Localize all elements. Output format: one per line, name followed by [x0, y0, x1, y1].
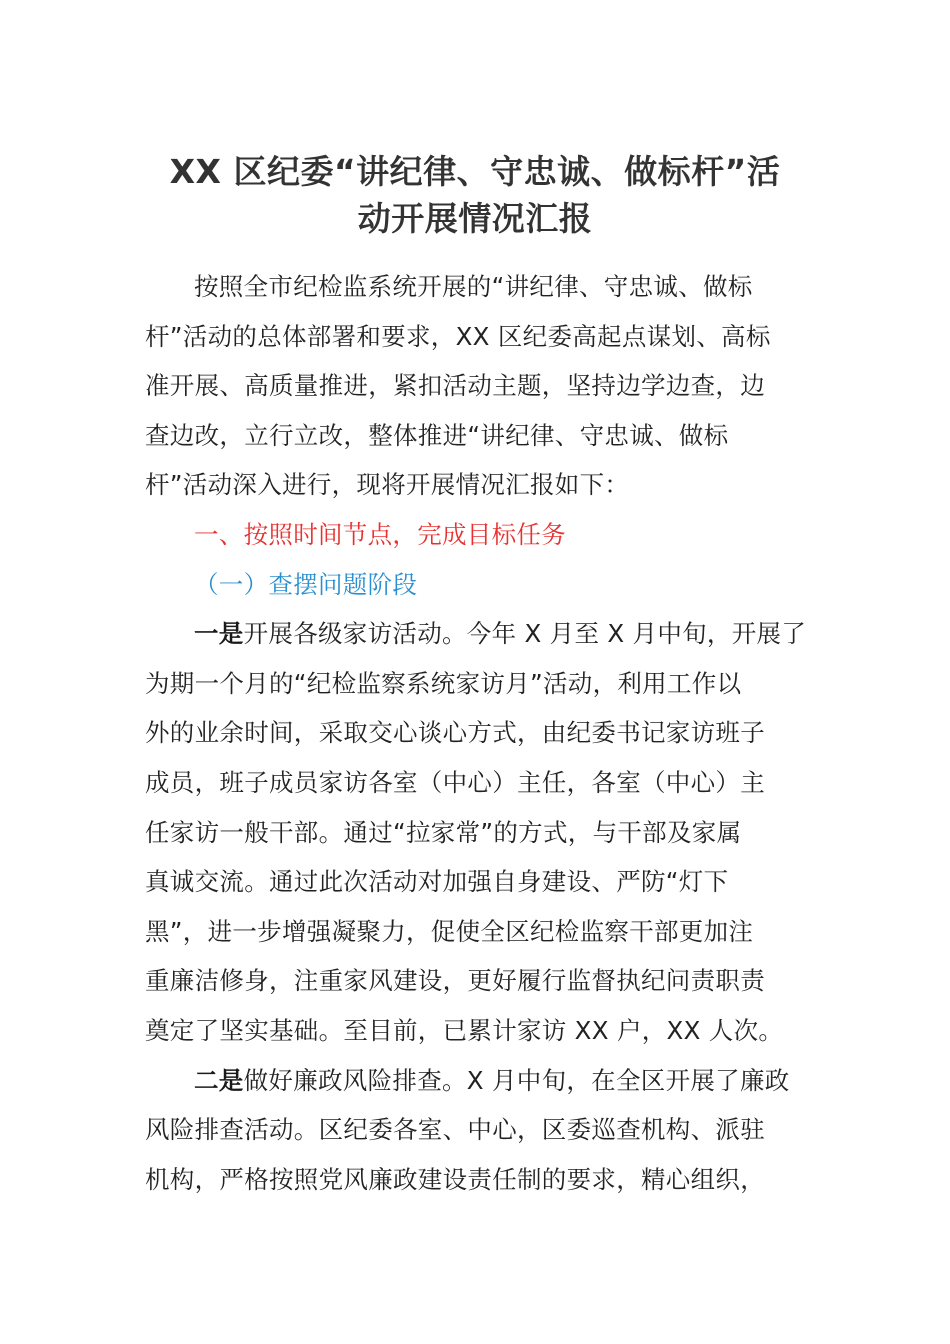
paragraph-2	[145, 1056, 805, 1205]
text-line	[145, 1056, 805, 1106]
text-line: 真诚交流。通过此次活动对加强自身建设、严防“灯下	[145, 867, 729, 897]
intro-paragraph	[145, 262, 805, 510]
document-page	[145, 148, 805, 1204]
text-line: 按照全市纪检监系统开展的“讲纪律、守忠诚、做标	[194, 272, 753, 301]
document-title	[145, 148, 805, 242]
text-line: 外的业余时间，采取交心谈心方式，由纪委书记家访班子	[145, 718, 765, 748]
text-line: 奠定了坚实基础。至目前，已累计家访 XX 户，XX 人次。	[145, 1015, 784, 1045]
lead-rest: 做好廉政风险排查。X 月中旬，在全区开展了廉政	[243, 1065, 790, 1095]
text-line: 机构，严格按照党风廉政建设责任制的要求，精心组织，	[145, 1164, 765, 1194]
title-line: 动开展情况汇报	[357, 199, 593, 238]
text-line: 杆”活动的总体部署和要求，XX 区纪委高起点谋划、高标	[145, 321, 771, 351]
text-line: 重廉洁修身，注重家风建设，更好履行监督执纪问责职责	[145, 966, 765, 996]
text-line: 风险排查活动。区纪委各室、中心，区委巡查机构、派驻	[145, 1115, 765, 1145]
lead-label: 一是	[194, 619, 244, 649]
text-line: 成员，班子成员家访各室（中心）主任，各室（中心）主	[145, 767, 765, 797]
text-line: 查边改，立行立改，整体推进“讲纪律、守忠诚、做标	[145, 420, 729, 450]
paragraph-1	[145, 609, 805, 1055]
lead-label: 二是	[194, 1065, 244, 1095]
section-heading-2: （一）查摆问题阶段	[194, 569, 418, 599]
title-line: XX 区纪委“讲纪律、守忠诚、做标杆”活	[169, 152, 781, 191]
text-line: 任家访一般干部。通过“拉家常”的方式，与干部及家属	[145, 817, 742, 847]
text-line: 准开展、高质量推进，紧扣活动主题，坚持边学边查，边	[145, 371, 765, 401]
text-line: 为期一个月的“纪检监察系统家访月”活动，利用工作以	[145, 668, 742, 698]
document-body	[145, 262, 805, 1204]
text-line: 黑”，进一步增强凝聚力，促使全区纪检监察干部更加注	[145, 916, 754, 946]
section-heading-1: 一、按照时间节点，完成目标任务	[194, 519, 566, 549]
text-line: 杆”活动深入进行，现将开展情况汇报如下：	[145, 470, 630, 500]
text-line	[145, 609, 805, 659]
lead-rest: 开展各级家访活动。今年 X 月至 X 月中旬，开展了	[243, 619, 807, 649]
